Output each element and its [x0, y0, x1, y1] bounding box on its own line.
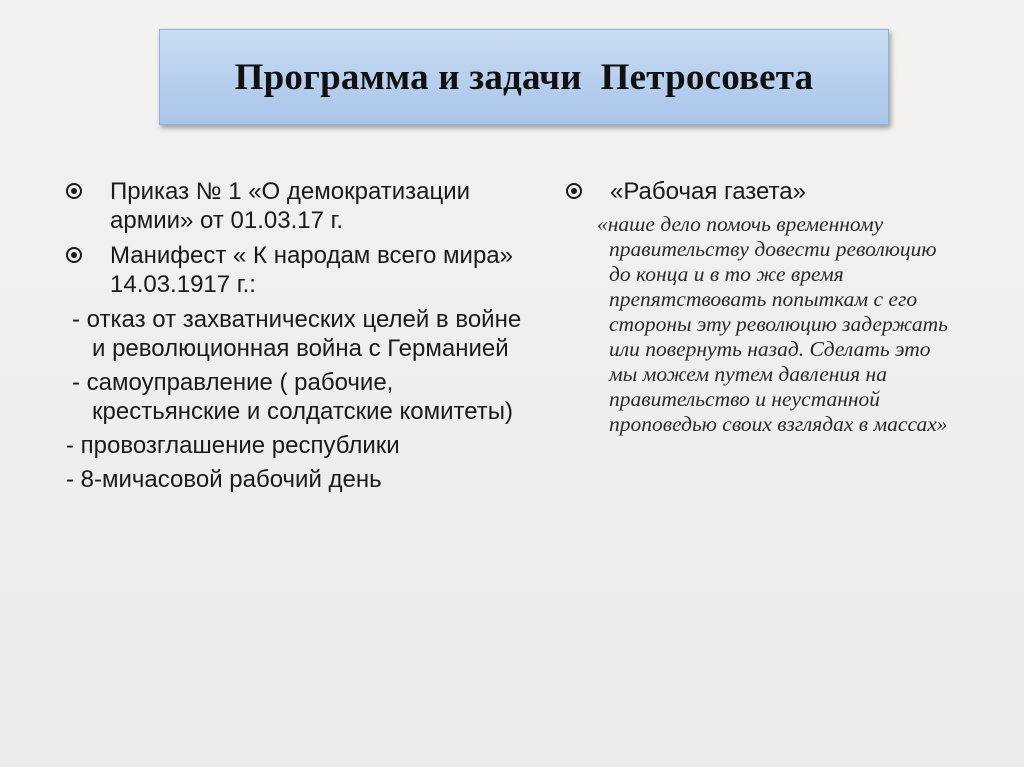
dash-text-republic: - провозглашение республики — [66, 432, 400, 459]
bullet-icon — [566, 183, 582, 199]
title-box — [159, 29, 889, 125]
newspaper-quote: «наше дело помочь временному правительству довести революцию до конца и в то же время препятствовать попыткам с его стороны эту революцию задержать или повернуть назад. Сделать это мы можем путем давления на правительство и неустанной проповедью своих взглядах в массах» — [597, 212, 948, 436]
dash-text-self-government: - самоуправление ( рабочие, крестьянские и солдатские комитеты) — [72, 369, 514, 425]
list-item — [66, 431, 536, 460]
left-column — [66, 177, 536, 499]
list-item — [66, 177, 536, 235]
bullet-text-newspaper: «Рабочая газета» — [610, 178, 806, 205]
dash-text-workday: - 8-мичасовой рабочий день — [66, 466, 382, 493]
list-item — [66, 368, 536, 426]
list-item — [66, 241, 536, 299]
bullet-icon — [66, 247, 82, 263]
right-column — [566, 177, 986, 437]
bullet-text-manifest: Манифест « К народам всего мира» 14.03.1917 г.: — [110, 242, 513, 298]
list-item — [66, 465, 536, 494]
list-item — [66, 305, 536, 363]
dash-text-war: - отказ от захватнических целей в войне и революционная война с Германией — [72, 306, 522, 362]
list-item — [566, 177, 986, 206]
page-title: Программа и задачи Петросовета — [234, 56, 814, 98]
bullet-text-order: Приказ № 1 «О демократизации армии» от 01.03.17 г. — [110, 178, 471, 234]
bullet-icon — [66, 183, 82, 199]
